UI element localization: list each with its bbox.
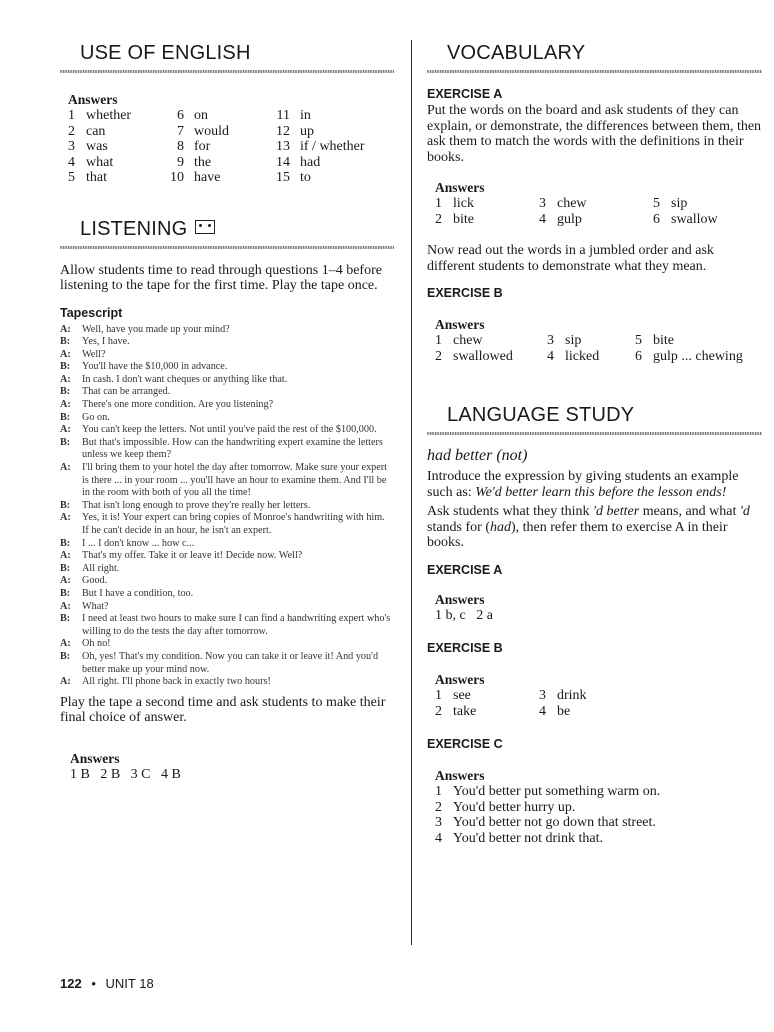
answer-row: 5 bite (635, 333, 674, 348)
exercise-heading: EXERCISE B (427, 286, 503, 300)
answer-row: 3 sip (547, 333, 582, 348)
answer-row: 5 sip (653, 196, 688, 211)
answer-row: 2 take (435, 703, 477, 719)
exercise-a-answers: 1 b, c 2 a (435, 607, 493, 623)
answer-row: 7 would (177, 123, 229, 139)
section-rule (60, 246, 394, 249)
answer-row: 5 that (68, 170, 107, 185)
tapescript (60, 324, 394, 689)
tapescript-line: A: In cash. I don't want cheques or anything like that. (60, 373, 288, 385)
section-rule (60, 70, 394, 73)
answer-row: 6 gulp ... chewing (635, 348, 743, 364)
answer-row: 1 see (435, 688, 471, 703)
tapescript-line: A: Oh no! (60, 638, 111, 650)
answer-row: 6 on (177, 108, 208, 123)
tapescript-line: A: Well, have you made up your mind? (60, 323, 230, 335)
exercise-heading: EXERCISE B (427, 641, 503, 655)
tapescript-line: A: That's my offer. Take it or leave it! Decide now. Well? (60, 550, 303, 562)
answer-row: 2 swallowed (435, 348, 513, 364)
answer-row: 3 drink (539, 688, 587, 703)
answer-row: 3 chew (539, 196, 587, 211)
answer-row: 15 to (276, 170, 311, 185)
language-study-paragraph-1: Introduce the expression by giving students an example such as: We'd better learn this before the lesson ends! (427, 469, 739, 500)
tapescript-line: B: Yes, I have. (60, 336, 130, 348)
answer-row: 4 be (539, 703, 571, 719)
answers-column-2 (166, 108, 276, 186)
answer-row: 11 in (276, 108, 311, 123)
answers-column-3 (635, 333, 743, 364)
tapescript-line: B: Go on. (60, 411, 110, 423)
tapescript-line: A: Well? (60, 348, 106, 360)
answer-row: 2 bite (435, 211, 474, 227)
answer-row: 1 whether (68, 108, 132, 123)
answers-heading: Answers (435, 317, 485, 332)
answers-column-3 (276, 108, 365, 186)
answer-row: 2 You'd better hurry up. (435, 799, 576, 815)
answers-column-2 (539, 688, 587, 719)
section-title: USE OF ENGLISH (80, 42, 251, 64)
tapescript-line: B: But I have a condition, too. (60, 587, 194, 599)
answers-heading: Answers (70, 750, 120, 766)
answers-heading: Answers (435, 672, 485, 687)
tapescript-line: B: I ... I don't know ... how c... (60, 537, 195, 549)
tapescript-line: B: That can be arranged. (60, 386, 171, 398)
answers-heading: Answers (435, 591, 485, 607)
answers-column-3 (653, 196, 718, 227)
tapescript-heading: Tapescript (60, 305, 123, 320)
tapescript-line: A: All right. I'll phone back in exactly two hours! (60, 676, 271, 688)
answer-row: 12 up (276, 123, 314, 139)
listening-intro: Allow students time to read through questions 1–4 before listening to the tape for the first time. Play the tape once. (60, 262, 382, 293)
answer-row: 3 You'd better not go down that street. (435, 815, 656, 830)
left-column (60, 40, 394, 782)
answers-column-1 (68, 108, 166, 186)
tapescript-line: B: Oh, yes! That's my condition. Now you can take it or leave it! And you'd better make up your mind now. (60, 650, 379, 675)
answer-row: 4 gulp (539, 211, 582, 227)
language-study-section (427, 402, 762, 846)
tapescript-line: B: That isn't long enough to prove they're really her letters. (60, 499, 311, 511)
section-rule (427, 70, 762, 73)
listening-answers: 1 B 2 B 3 C 4 B (70, 766, 181, 782)
answer-row: 6 swallow (653, 211, 718, 227)
use-of-english-section (60, 40, 394, 186)
exercise-heading: EXERCISE A (427, 87, 503, 101)
answer-row: 8 for (177, 139, 211, 154)
listening-section (60, 216, 394, 783)
tapescript-line: B: All right. (60, 562, 120, 574)
tapescript-line: A: Yes, it is! Your expert can bring copies of Monroe's handwriting with him. If he can't decide in an hour, he isn't an expert. (60, 512, 385, 536)
answers-heading: Answers (435, 768, 485, 783)
answer-row: 1 chew (435, 333, 483, 348)
listening-title: LISTENING (80, 217, 188, 240)
section-title: LANGUAGE STUDY (447, 404, 635, 426)
answer-row: 4 what (68, 154, 114, 170)
section-title (80, 216, 394, 242)
cassette-icon (195, 220, 215, 234)
section-title: VOCABULARY (447, 42, 586, 64)
tapescript-line: A: What? (60, 600, 109, 612)
answer-row: 4 You'd better not drink that. (435, 830, 604, 846)
exercise-heading: EXERCISE C (427, 737, 503, 751)
answer-row: 4 licked (547, 348, 600, 364)
listening-outro: Play the tape a second time and ask students to make their final choice of answer. (60, 694, 386, 726)
right-column (427, 40, 762, 846)
vocabulary-section (427, 40, 762, 364)
column-divider (411, 40, 412, 945)
answer-row: 2 can (68, 123, 106, 139)
exercise-instructions: Put the words on the board and ask students of they can explain, or demonstrate, the differences between them, then ask them to match the words with the definitions in their books. (427, 103, 762, 165)
answers-column-2 (539, 196, 653, 227)
answers-heading: Answers (435, 180, 485, 195)
answers-column-1 (435, 688, 539, 719)
answer-row: 14 had (276, 154, 321, 170)
tapescript-line: B: You'll have the $10,000 in advance. (60, 361, 228, 373)
exercise-note: Now read out the words in a jumbled order and ask different students to demonstrate what they mean. (427, 243, 714, 274)
language-study-paragraph-2: Ask students what they think 'd better means, and what 'd stands for (had), then refer them to exercise A in their books. (427, 504, 750, 550)
answer-row: 13 if / whether (276, 139, 365, 154)
page-footer (60, 976, 154, 991)
tapescript-line: B: I need at least two hours to make sure I can find a handwriting expert who's willing to do the tests the day after tomorrow. (60, 613, 391, 637)
exercise-heading: EXERCISE A (427, 562, 503, 577)
language-study-subtitle: had better (not) (427, 447, 528, 464)
page-number: 122 (60, 976, 82, 991)
answers-column-2 (547, 333, 635, 364)
tapescript-line: A: I'll bring them to your hotel the day after tomorrow. Make sure your expert is there ... in your room ... you'll have an hour to examine them. And I'll be in the room with both of you all the time! (60, 462, 388, 499)
tapescript-line: A: You can't keep the letters. Not until you've paid the rest of the $100,000. (60, 424, 377, 436)
footer-separator: • (91, 976, 96, 991)
answer-row: 1 lick (435, 196, 474, 211)
answers-heading: Answers (68, 92, 118, 107)
answers-column-1 (435, 196, 539, 227)
tapescript-line: A: Good. (60, 575, 108, 587)
answer-row: 10 have (170, 170, 221, 185)
unit-label: UNIT 18 (105, 976, 154, 991)
tapescript-line: B: But that's impossible. How can the handwriting expert examine the letters unless we keep them? (60, 436, 383, 461)
exercise-c-answers (435, 784, 660, 846)
section-rule (427, 432, 762, 435)
answer-row: 3 was (68, 139, 108, 154)
answer-row: 9 the (177, 154, 212, 170)
tapescript-line: A: There's one more condition. Are you listening? (60, 399, 274, 411)
answer-row: 1 You'd better put something warm on. (435, 784, 661, 799)
answers-column-1 (435, 333, 547, 364)
